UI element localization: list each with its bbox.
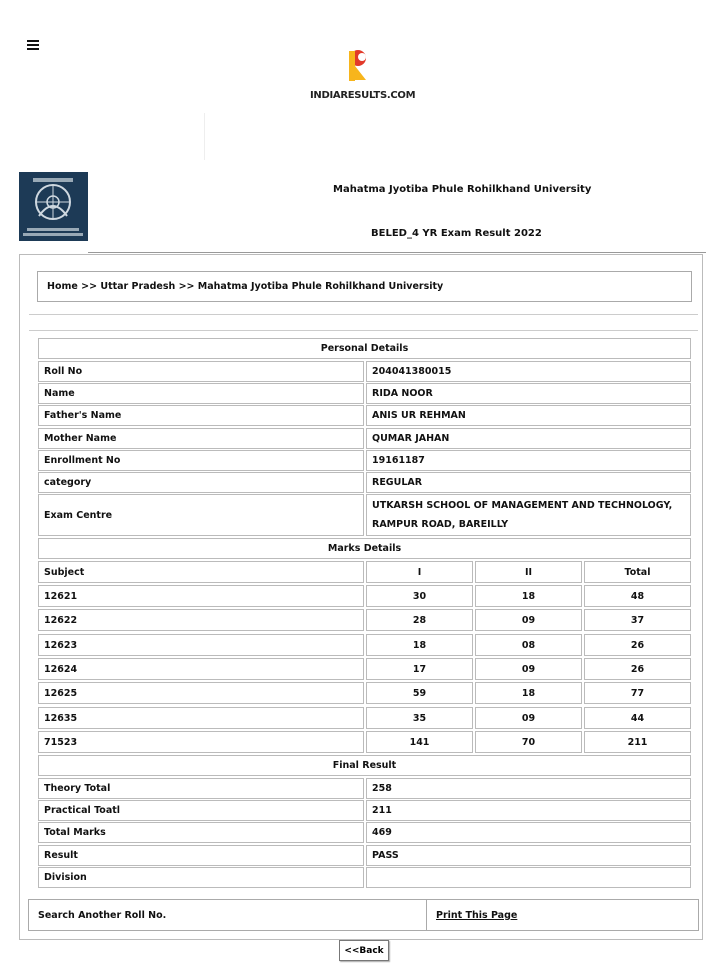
label-father-name: Father's Name <box>38 405 364 426</box>
section-heading-marks: Marks Details <box>38 538 691 559</box>
table-cell-i: 59 <box>366 682 473 704</box>
value-theory-total: 258 <box>366 778 691 799</box>
table-cell-i: 30 <box>366 585 473 607</box>
indiaresults-logo[interactable] <box>310 46 420 104</box>
label-exam-centre: Exam Centre <box>38 494 364 536</box>
table-cell-i: 17 <box>366 658 473 680</box>
value-enrollment-no: 19161187 <box>366 450 691 471</box>
table-cell-ii: 18 <box>475 585 582 607</box>
table-row-subject: 12623 <box>38 634 364 656</box>
label-category: category <box>38 472 364 493</box>
header-divider <box>88 252 706 253</box>
divider <box>29 330 698 331</box>
table-row-subject: 12635 <box>38 707 364 729</box>
divider <box>204 113 205 160</box>
label-practical-total: Practical Toatl <box>38 800 364 821</box>
table-cell-ii: 08 <box>475 634 582 656</box>
table-row-subject: 71523 <box>38 731 364 753</box>
table-row-subject: 12621 <box>38 585 364 607</box>
section-heading-personal: Personal Details <box>38 338 691 359</box>
label-enrollment-no: Enrollment No <box>38 450 364 471</box>
site-name: INDIARESULTS.COM <box>310 90 416 101</box>
table-cell-ii: 18 <box>475 682 582 704</box>
value-exam-centre: UTKARSH SCHOOL OF MANAGEMENT AND TECHNOLOGY, RAMPUR ROAD, BAREILLY <box>366 494 691 536</box>
section-heading-final: Final Result <box>38 755 691 776</box>
value-name: RIDA NOOR <box>366 383 691 404</box>
value-division <box>366 867 691 888</box>
value-roll-no: 204041380015 <box>366 361 691 382</box>
table-row-subject: 12622 <box>38 609 364 631</box>
exam-title: BELED_4 YR Exam Result 2022 <box>371 228 542 239</box>
table-cell-i: 141 <box>366 731 473 753</box>
header-part-i: I <box>366 561 473 583</box>
label-division: Division <box>38 867 364 888</box>
table-cell-total: 26 <box>584 634 691 656</box>
header-total: Total <box>584 561 691 583</box>
breadcrumb <box>37 271 692 302</box>
table-cell-total: 77 <box>584 682 691 704</box>
table-cell-ii: 09 <box>475 707 582 729</box>
university-name: Mahatma Jyotiba Phule Rohilkhand University <box>333 184 592 195</box>
search-another-label: Search Another Roll No. <box>38 909 167 921</box>
table-cell-total: 44 <box>584 707 691 729</box>
university-emblem-icon <box>19 172 88 241</box>
table-cell-ii: 09 <box>475 609 582 631</box>
table-cell-i: 28 <box>366 609 473 631</box>
label-total-marks: Total Marks <box>38 822 364 843</box>
table-row-subject: 12624 <box>38 658 364 680</box>
label-theory-total: Theory Total <box>38 778 364 799</box>
header-subject: Subject <box>38 561 364 583</box>
value-father-name: ANIS UR REHMAN <box>366 405 691 426</box>
search-another-roll <box>28 899 427 931</box>
table-cell-total: 37 <box>584 609 691 631</box>
table-cell-ii: 09 <box>475 658 582 680</box>
table-cell-total: 26 <box>584 658 691 680</box>
value-practical-total: 211 <box>366 800 691 821</box>
back-button[interactable]: <<Back <box>339 940 389 961</box>
value-mother-name: QUMAR JAHAN <box>366 428 691 449</box>
label-roll-no: Roll No <box>38 361 364 382</box>
print-cell <box>426 899 699 931</box>
label-result: Result <box>38 845 364 866</box>
table-cell-i: 35 <box>366 707 473 729</box>
table-cell-ii: 70 <box>475 731 582 753</box>
value-result: PASS <box>366 845 691 866</box>
print-page-link[interactable]: Print This Page <box>436 909 518 921</box>
table-row-subject: 12625 <box>38 682 364 704</box>
divider <box>29 314 698 315</box>
table-cell-total: 211 <box>584 731 691 753</box>
value-category: REGULAR <box>366 472 691 493</box>
table-cell-total: 48 <box>584 585 691 607</box>
label-mother-name: Mother Name <box>38 428 364 449</box>
header-part-ii: II <box>475 561 582 583</box>
value-total-marks: 469 <box>366 822 691 843</box>
table-cell-i: 18 <box>366 634 473 656</box>
breadcrumb-text[interactable]: Home >> Uttar Pradesh >> Mahatma Jyotiba Phule Rohilkhand University <box>47 281 444 292</box>
hamburger-menu-icon[interactable] <box>27 40 39 50</box>
label-name: Name <box>38 383 364 404</box>
